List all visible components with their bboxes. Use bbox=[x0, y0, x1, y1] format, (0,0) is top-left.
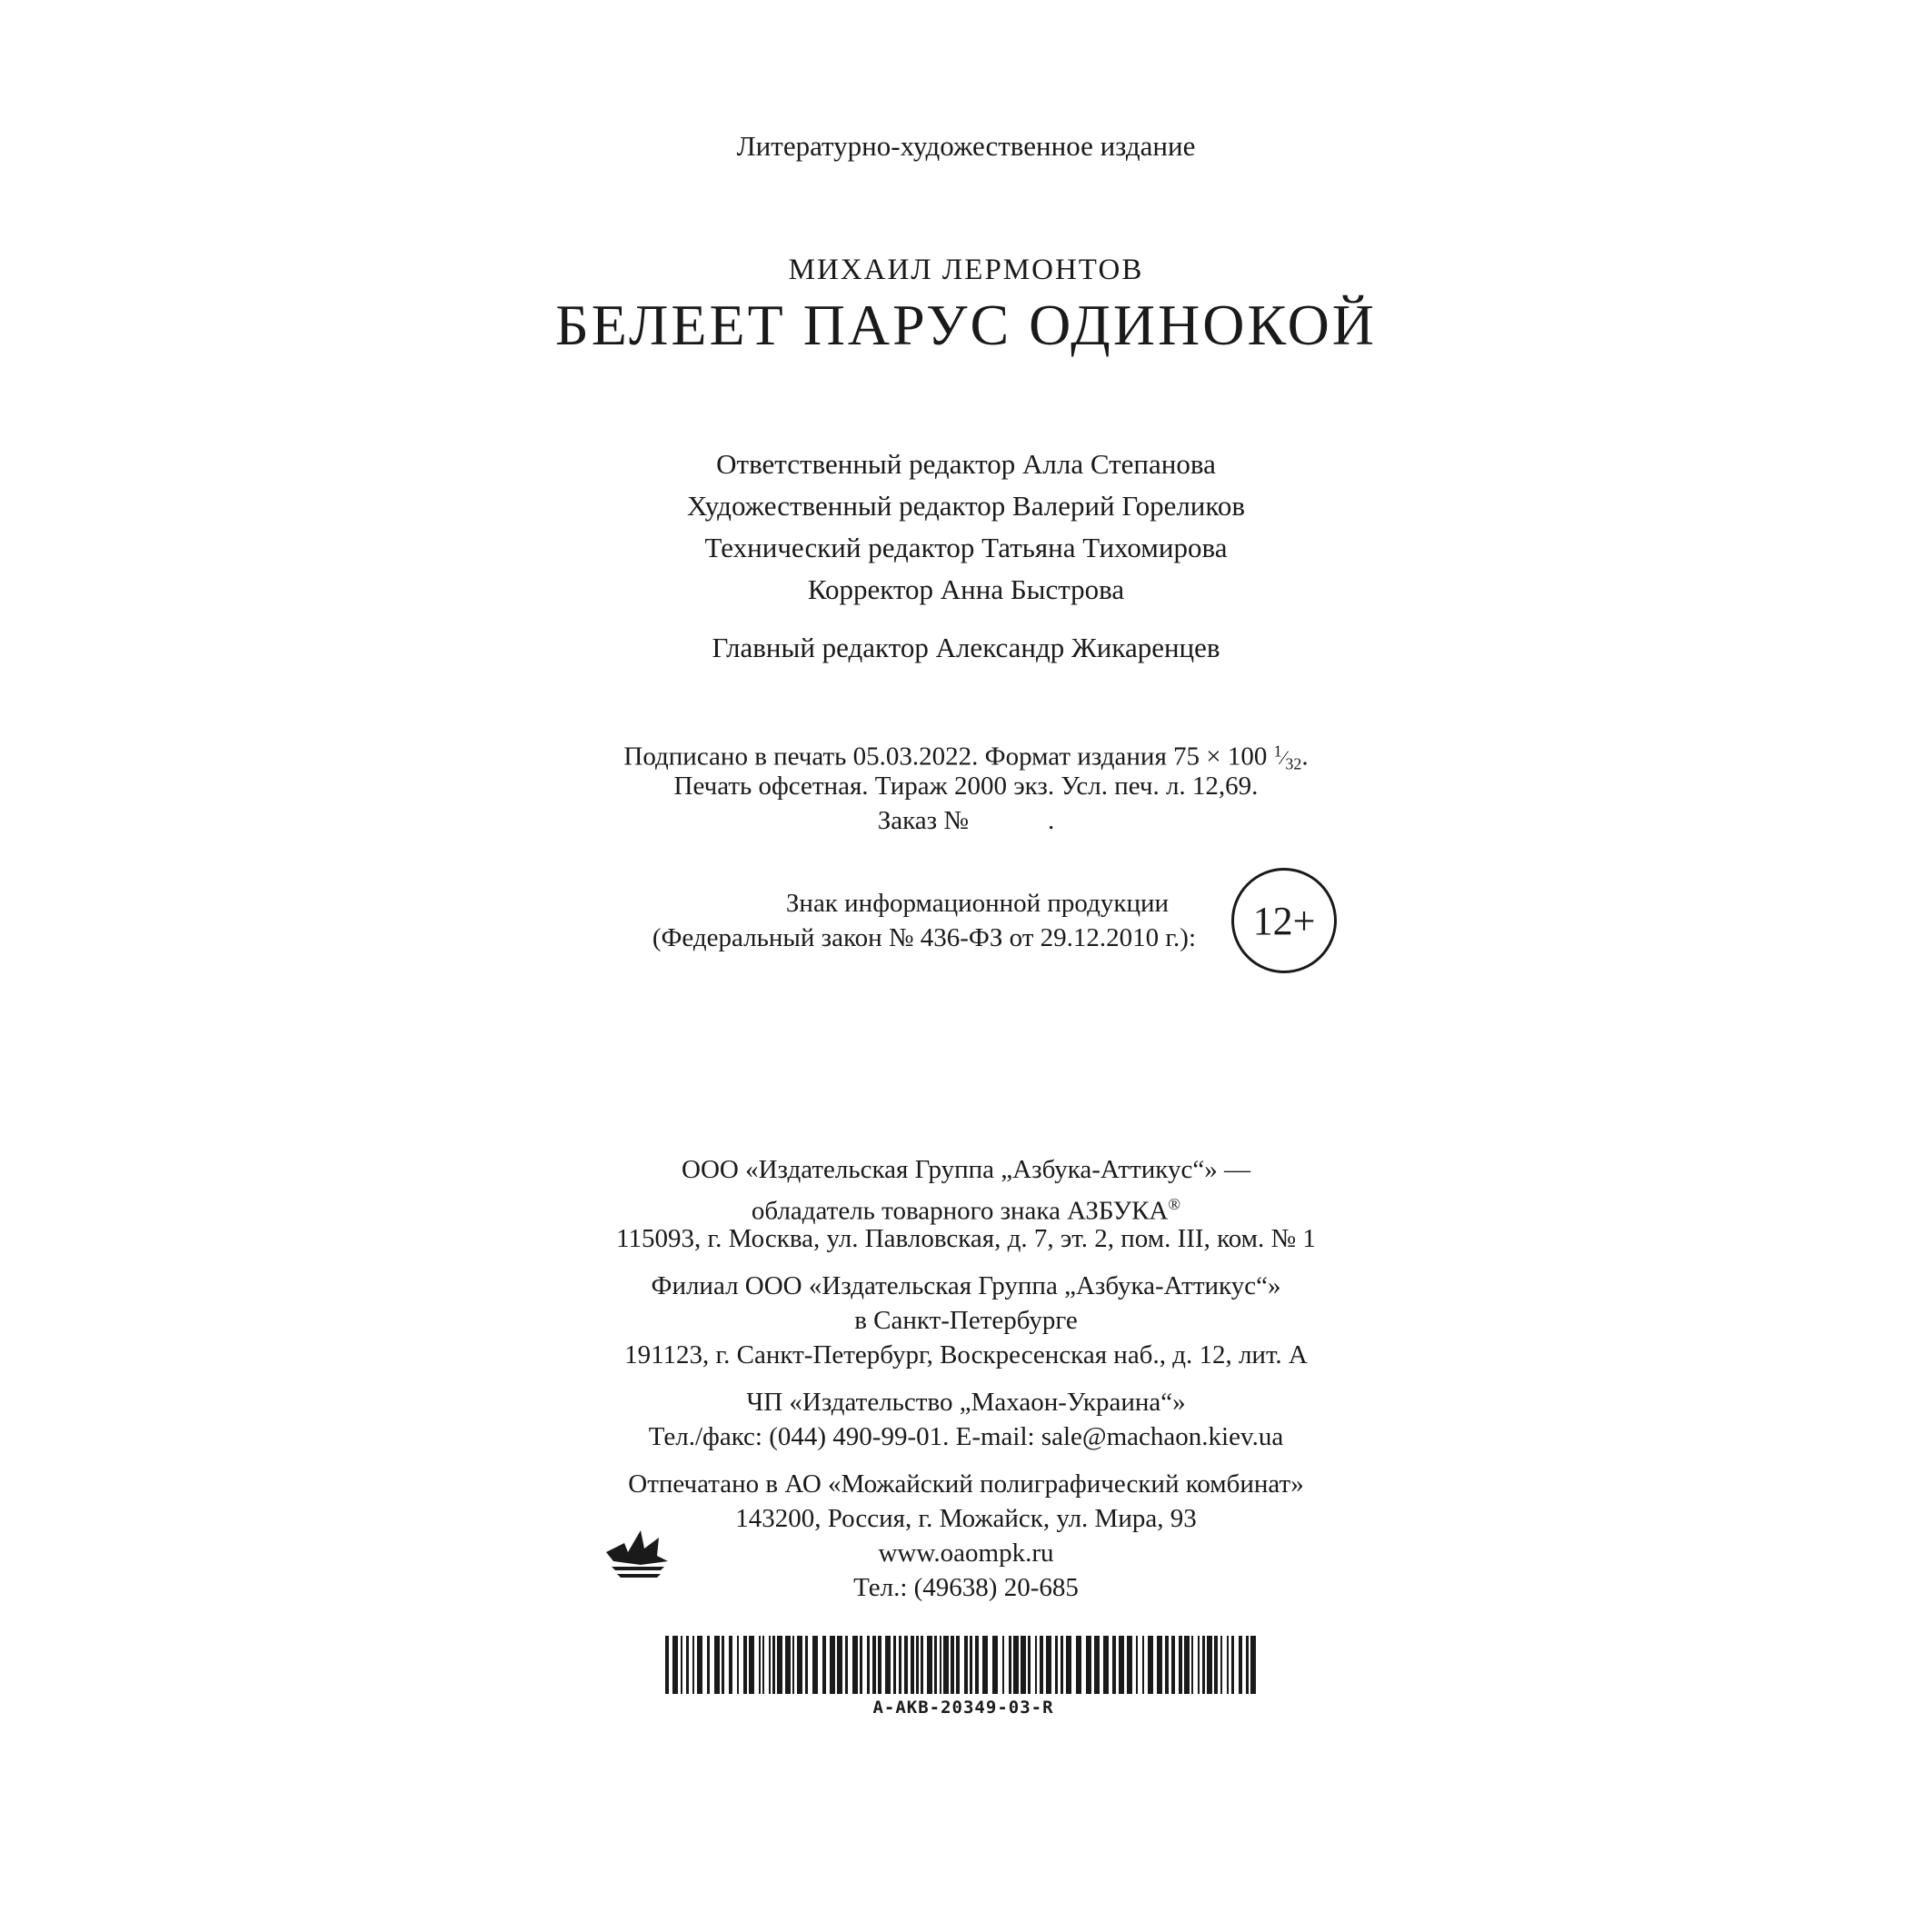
credit-art-editor: Художественный редактор Валерий Гореликов bbox=[686, 490, 1246, 522]
edition-type: Литературно-художественное издание bbox=[736, 130, 1196, 162]
print-info-dot: . bbox=[1301, 742, 1309, 772]
barcode-code: A-AKB-20349-03-R bbox=[872, 1698, 1054, 1718]
printer-line1: Отпечатано в АО «Можайский полиграфический комбинат» bbox=[628, 1469, 1304, 1499]
printer-logo-icon bbox=[604, 1525, 670, 1581]
print-info-format: Подписано в печать 05.03.2022. Формат издания 75 × 100 bbox=[623, 742, 1268, 772]
printer-address: 143200, Россия, г. Можайск, ул. Мира, 93 bbox=[735, 1504, 1197, 1533]
book-title: БЕЛЕЕТ ПАРУС ОДИНОКОЙ bbox=[555, 293, 1377, 357]
publisher-trademark: обладатель товарного знака АЗБУКА bbox=[751, 1196, 1169, 1226]
print-info-line2: Печать офсетная. Тираж 2000 экз. Усл. печ. л. 12,69. bbox=[673, 772, 1259, 801]
publisher-line1: ООО «Издательская Группа „Азбука-Аттикус“» — bbox=[682, 1155, 1250, 1184]
printer-website: www.oaompk.ru bbox=[878, 1539, 1054, 1568]
age-rating-label bbox=[545, 886, 1196, 955]
credit-technical-editor: Технический редактор Татьяна Тихомирова bbox=[704, 532, 1228, 563]
barcode-icon bbox=[663, 1636, 1263, 1694]
print-info-order: Заказ № . bbox=[877, 806, 1055, 835]
age-rating-badge: 12+ bbox=[1231, 868, 1337, 973]
format-denominator: 32 bbox=[1285, 754, 1302, 773]
format-fraction: $^1⁄_{32}$ bbox=[1273, 742, 1302, 773]
format-numerator: 1 bbox=[1273, 742, 1282, 761]
publisher-address: 115093, г. Москва, ул. Павловская, д. 7, эт. 2, пом. III, ком. № 1 bbox=[616, 1224, 1316, 1253]
printer-phone: Тел.: (49638) 20-685 bbox=[853, 1573, 1079, 1602]
credit-chief-editor: Главный редактор Александр Жикаренцев bbox=[712, 632, 1220, 663]
branch-line2: в Санкт-Петербурге bbox=[854, 1306, 1078, 1335]
ukraine-line1: ЧП «Издательство „Махаон-Украина“» bbox=[746, 1388, 1186, 1417]
age-rating-label-line1: Знак информационной продукции bbox=[785, 889, 1169, 918]
registered-mark: ® bbox=[1168, 1195, 1181, 1213]
branch-line1: Филиал ООО «Издательская Группа „Азбука-Аттикус“» bbox=[651, 1271, 1281, 1300]
ukraine-contact: Тел./факс: (044) 490-99-01. E-mail: sale@machaon.kiev.ua bbox=[648, 1422, 1284, 1451]
age-rating-label-line2: (Федеральный закон № 436-ФЗ от 29.12.2010 г.): bbox=[652, 923, 1196, 952]
branch-address: 191123, г. Санкт-Петербург, Воскресенская наб., д. 12, лит. А bbox=[624, 1340, 1308, 1369]
author-name: МИХАИЛ ЛЕРМОНТОВ bbox=[788, 254, 1144, 286]
credit-proofreader: Корректор Анна Быстрова bbox=[807, 573, 1125, 605]
credit-responsible-editor: Ответственный редактор Алла Степанова bbox=[716, 448, 1216, 480]
